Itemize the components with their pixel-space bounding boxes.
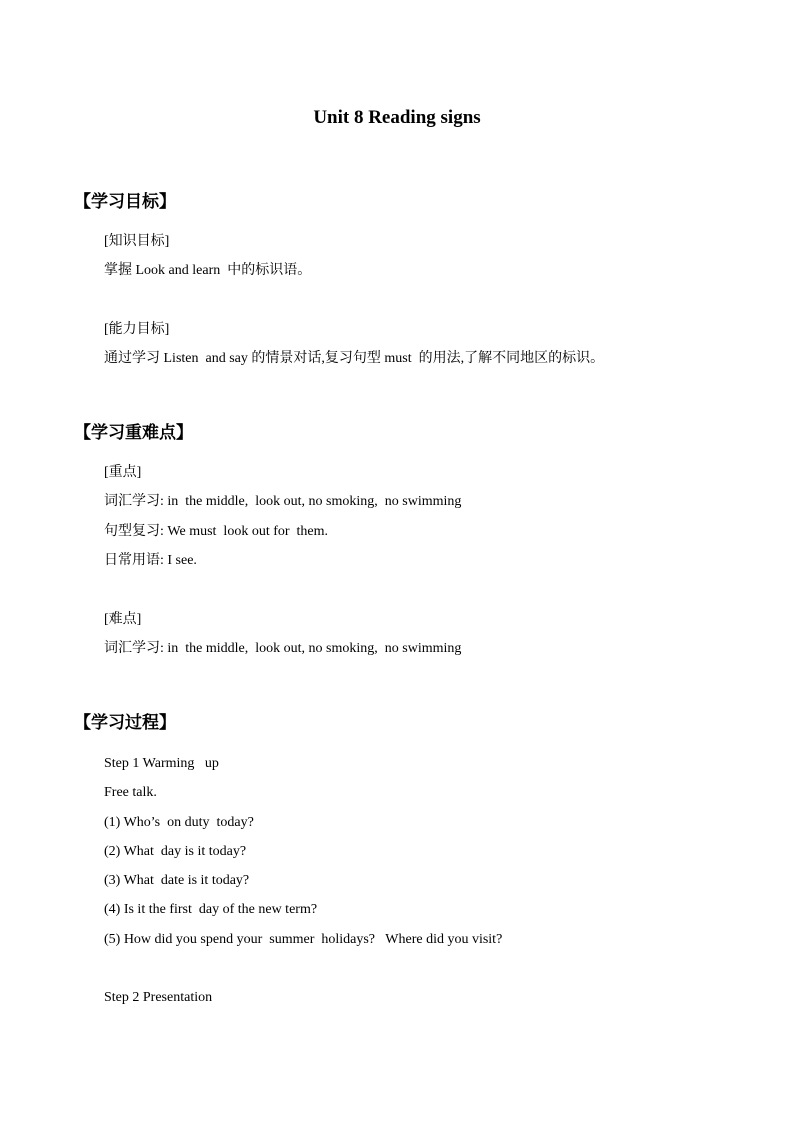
question-1: (1) Who’s on duty today? (104, 815, 254, 830)
section-heading-learning-objectives: 【学习目标】 (74, 192, 176, 212)
difficult-point-label: [难点] (104, 612, 142, 627)
knowledge-objective-text: 掌握 Look and learn 中的标识语。 (104, 263, 312, 278)
section-heading-learning-process: 【学习过程】 (74, 713, 176, 733)
question-4: (4) Is it the first day of the new term? (104, 902, 318, 917)
knowledge-objective-label: [知识目标] (104, 234, 170, 249)
difficult-vocabulary-line: 词汇学习: in the middle, look out, no smoking, no swimming (104, 641, 462, 656)
free-talk-label: Free talk. (104, 785, 157, 800)
key-expression-line: 日常用语: I see. (104, 553, 197, 568)
ability-objective-text: 通过学习 Listen and say 的情景对话,复习句型 must 的用法,了解不同地区的标识。 (104, 351, 605, 366)
section-heading-key-points: 【学习重难点】 (74, 423, 193, 443)
question-2: (2) What day is it today? (104, 844, 247, 859)
key-point-label: [重点] (104, 465, 142, 480)
ability-objective-label: [能力目标] (104, 322, 170, 337)
step-1-title: Step 1 Warming up (104, 756, 219, 771)
key-vocabulary-line: 词汇学习: in the middle, look out, no smoking, no swimming (104, 494, 462, 509)
document-title: Unit 8 Reading signs (313, 107, 481, 128)
question-3: (3) What date is it today? (104, 873, 250, 888)
question-5: (5) How did you spend your summer holidays? Where did you visit? (104, 932, 503, 947)
step-2-title: Step 2 Presentation (104, 990, 213, 1005)
key-sentence-line: 句型复习: We must look out for them. (104, 524, 329, 539)
